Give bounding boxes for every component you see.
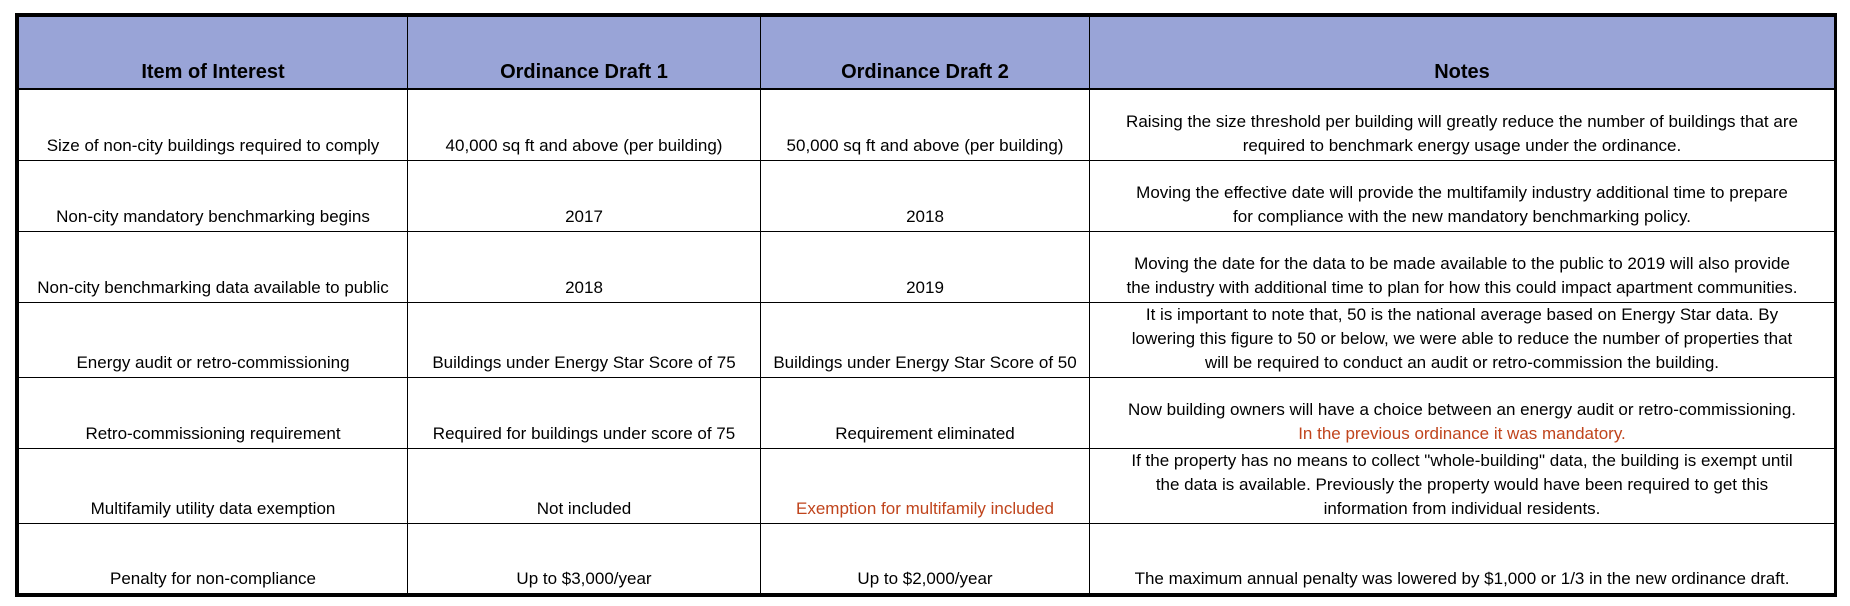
note-line: lowering this figure to 50 or below, we were able to reduce the number of properties that [1131, 329, 1793, 348]
notes-cell [1090, 89, 1835, 161]
notes-cell [1090, 449, 1835, 524]
table-header [19, 17, 1835, 89]
note-line: information from individual residents. [1323, 499, 1601, 518]
draft2-cell: 2018 [761, 161, 1090, 232]
note-line: Raising the size threshold per building will greatly reduce the number of buildings that are [1126, 112, 1798, 131]
note-line: required to benchmark energy usage under the ordinance. [1242, 136, 1682, 155]
note-line: Moving the date for the data to be made available to the public to 2019 will also provide [1134, 254, 1790, 273]
draft1-cell: 2018 [408, 232, 761, 303]
header-notes: Notes [1090, 17, 1835, 89]
header-item-of-interest: Item of Interest [19, 17, 408, 89]
header-ordinance-draft-1: Ordinance Draft 1 [408, 17, 761, 89]
comparison-table-sheet [15, 13, 1837, 597]
draft1-cell: Not included [408, 449, 761, 524]
item-cell: Multifamily utility data exemption [19, 449, 408, 524]
draft1-cell: Up to $3,000/year [408, 524, 761, 594]
draft1-cell: Required for buildings under score of 75 [408, 378, 761, 449]
draft1-cell: 40,000 sq ft and above (per building) [408, 89, 761, 161]
note-line: the data is available. Previously the property would have been required to get this [1155, 475, 1769, 494]
table-row [19, 303, 1835, 378]
ordinance-comparison-table [18, 16, 1835, 594]
notes-cell [1090, 303, 1835, 378]
table-row [19, 161, 1835, 232]
table-row [19, 378, 1835, 449]
note-line: Moving the effective date will provide the multifamily industry additional time to prepare [1136, 183, 1788, 202]
note-line: will be required to conduct an audit or retro-commission the building. [1204, 353, 1720, 372]
header-row [19, 17, 1835, 89]
item-cell: Size of non-city buildings required to comply [19, 89, 408, 161]
item-cell: Retro-commissioning requirement [19, 378, 408, 449]
note-line: The maximum annual penalty was lowered by $1,000 or 1/3 in the new ordinance draft. [1134, 569, 1790, 588]
notes-cell [1090, 161, 1835, 232]
draft2-cell: Buildings under Energy Star Score of 50 [761, 303, 1090, 378]
item-cell: Penalty for non-compliance [19, 524, 408, 594]
note-highlight: In the previous ordinance it was mandatory. [1298, 424, 1626, 443]
table-row [19, 449, 1835, 524]
draft2-cell: 50,000 sq ft and above (per building) [761, 89, 1090, 161]
note-line: for compliance with the new mandatory benchmarking policy. [1233, 207, 1691, 226]
notes-cell [1090, 378, 1835, 449]
draft2-cell: Requirement eliminated [761, 378, 1090, 449]
draft1-cell: 2017 [408, 161, 761, 232]
table-body [19, 89, 1835, 594]
draft2-cell: 2019 [761, 232, 1090, 303]
note-line: If the property has no means to collect "whole-building" data, the building is exempt until [1131, 451, 1793, 470]
notes-cell [1090, 524, 1835, 594]
item-cell: Non-city benchmarking data available to public [19, 232, 408, 303]
note-line: It is important to note that, 50 is the national average based on Energy Star data. By [1145, 305, 1779, 324]
item-cell: Energy audit or retro-commissioning [19, 303, 408, 378]
notes-cell [1090, 232, 1835, 303]
draft2-cell: Up to $2,000/year [761, 524, 1090, 594]
table-row [19, 232, 1835, 303]
draft1-cell: Buildings under Energy Star Score of 75 [408, 303, 761, 378]
table-row [19, 89, 1835, 161]
draft2-cell-highlight: Exemption for multifamily included [761, 449, 1090, 524]
header-ordinance-draft-2: Ordinance Draft 2 [761, 17, 1090, 89]
note-line: Now building owners will have a choice between an energy audit or retro-commissioning. [1127, 400, 1797, 419]
table-row [19, 524, 1835, 594]
note-line: the industry with additional time to plan for how this could impact apartment communities. [1126, 278, 1798, 297]
item-cell: Non-city mandatory benchmarking begins [19, 161, 408, 232]
